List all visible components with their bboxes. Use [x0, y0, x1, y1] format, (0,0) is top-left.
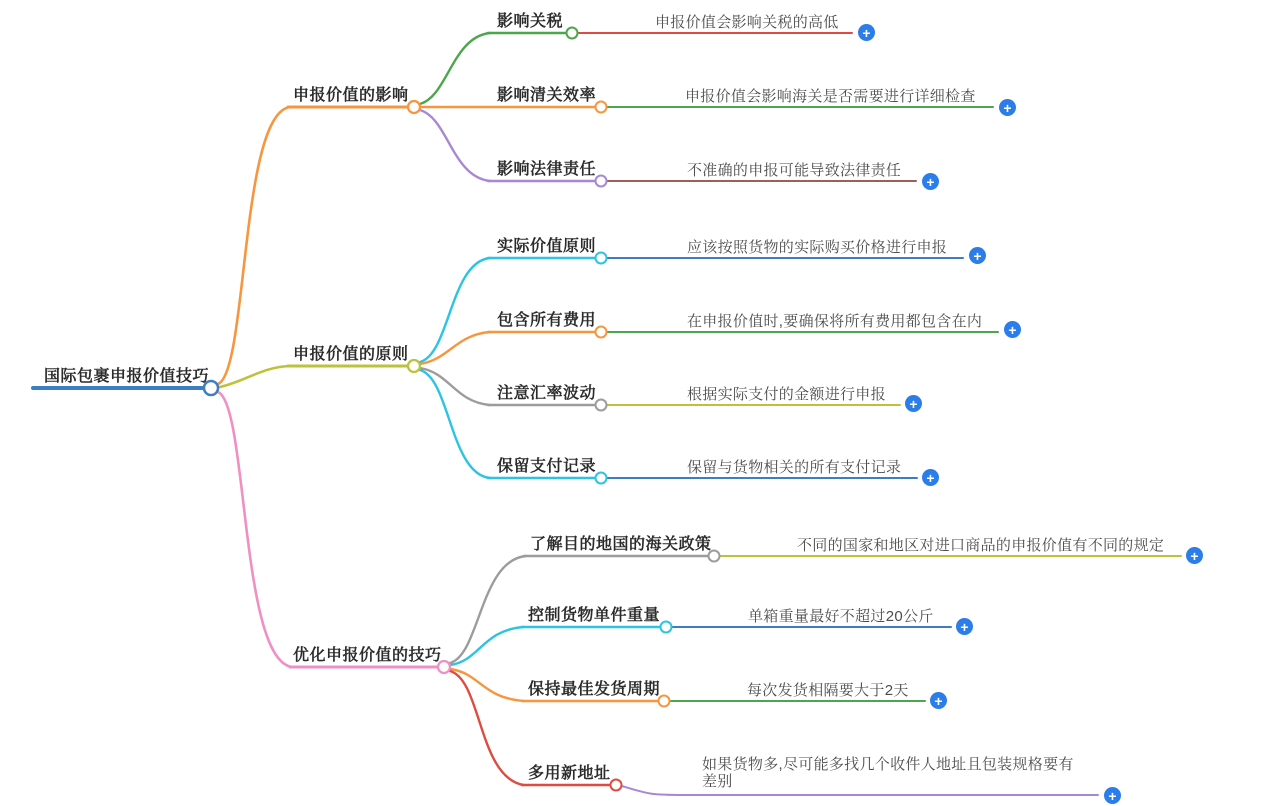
child-node-all-fees[interactable]: 包含所有费用: [497, 312, 597, 329]
plus-icon: +: [1190, 547, 1199, 564]
plus-icon: +: [973, 247, 982, 264]
edge-b1-c1: [420, 33, 490, 104]
add-child-button[interactable]: [922, 173, 939, 190]
root-node[interactable]: 国际包裹申报价值技巧: [44, 368, 210, 385]
b1c1-connector[interactable]: [567, 28, 578, 39]
leaf-legal[interactable]: 不准确的申报可能导致法律责任: [687, 162, 902, 179]
leaf-ship-cycle[interactable]: 每次发货相隔要大于2天: [747, 682, 909, 699]
leaf-actual-value[interactable]: 应该按照货物的实际购买价格进行申报: [687, 239, 948, 256]
child-node-exchange-rate[interactable]: 注意汇率波动: [497, 385, 597, 402]
b2c4-connector[interactable]: [596, 473, 607, 484]
child-node-new-address[interactable]: 多用新地址: [528, 765, 611, 782]
child-node-actual-value[interactable]: 实际价值原则: [497, 238, 597, 255]
leaf-clearance[interactable]: 申报价值会影响海关是否需要进行详细检查: [685, 88, 976, 105]
child-node-unit-weight[interactable]: 控制货物单件重量: [528, 607, 661, 624]
leaf-unit-weight[interactable]: 单箱重量最好不超过20公斤: [748, 608, 934, 625]
b2c1-connector[interactable]: [596, 253, 607, 264]
child-node-clearance[interactable]: 影响清关效率: [497, 87, 597, 104]
leaf-tariff[interactable]: 申报价值会影响关税的高低: [655, 14, 839, 31]
b3c4-connector[interactable]: [611, 780, 622, 791]
child-node-payment-record[interactable]: 保留支付记录: [497, 458, 597, 475]
b3c2-connector[interactable]: [661, 622, 672, 633]
plus-icon: +: [909, 395, 918, 412]
leaf-payment-record[interactable]: 保留与货物相关的所有支付记录: [687, 459, 902, 476]
branch1-connector[interactable]: [408, 101, 420, 113]
add-child-button[interactable]: [1004, 321, 1021, 338]
add-child-button[interactable]: [1186, 547, 1203, 564]
b2c2-connector[interactable]: [596, 327, 607, 338]
child-node-legal[interactable]: 影响法律责任: [497, 161, 597, 178]
add-child-button[interactable]: [858, 24, 875, 41]
plus-icon: +: [926, 173, 935, 190]
b1c2-connector[interactable]: [596, 102, 607, 113]
b2c3-connector[interactable]: [596, 400, 607, 411]
branch2-connector[interactable]: [408, 360, 420, 372]
add-child-button[interactable]: [922, 469, 939, 486]
branch-node-impact[interactable]: 申报价值的影响: [293, 87, 409, 104]
plus-icon: +: [862, 24, 871, 41]
add-child-button[interactable]: [905, 395, 922, 412]
child-node-customs-policy[interactable]: 了解目的地国的海关政策: [530, 536, 712, 553]
add-child-button[interactable]: [930, 692, 947, 709]
leaf-exchange-rate[interactable]: 根据实际支付的金额进行申报: [687, 386, 886, 403]
b3c3-connector[interactable]: [659, 696, 670, 707]
edge-b3-c1: [450, 556, 526, 663]
leaf-customs-policy[interactable]: 不同的国家和地区对进口商品的申报价值有不同的规定: [797, 537, 1165, 554]
plus-icon: +: [934, 692, 943, 709]
add-child-button[interactable]: [969, 247, 986, 264]
edge-b3-c3: [450, 669, 524, 701]
b1c3-connector[interactable]: [596, 176, 607, 187]
edge-b2-c3: [420, 368, 490, 405]
child-node-tariff[interactable]: 影响关税: [497, 13, 564, 30]
edge-root-branch1: [218, 107, 290, 384]
child-node-ship-cycle[interactable]: 保持最佳发货周期: [528, 681, 661, 698]
add-child-button[interactable]: [956, 618, 973, 635]
plus-icon: +: [960, 618, 969, 635]
edge-b2-c2: [420, 332, 490, 364]
branch-node-principle[interactable]: 申报价值的原则: [293, 346, 409, 363]
plus-icon: +: [1008, 321, 1017, 338]
branch-node-optimize[interactable]: 优化申报价值的技巧: [293, 647, 442, 664]
plus-icon: +: [926, 469, 935, 486]
edge-b1-c3: [420, 110, 490, 181]
plus-icon: +: [1003, 99, 1012, 116]
edge-b2-c4: [420, 370, 490, 478]
leaf-new-address[interactable]: 如果货物多,尽可能多找几个收件人地址且包装规格要有差别: [702, 756, 1074, 790]
plus-icon: +: [1108, 787, 1117, 804]
edge-root-branch3: [218, 392, 292, 667]
edge-root-branch2: [220, 366, 290, 387]
add-child-button[interactable]: [1104, 787, 1121, 804]
edge-b3-c2: [450, 627, 524, 665]
leaf-all-fees[interactable]: 在申报价值时,要确保将所有费用都包含在内: [687, 313, 983, 330]
add-child-button[interactable]: [999, 99, 1016, 116]
